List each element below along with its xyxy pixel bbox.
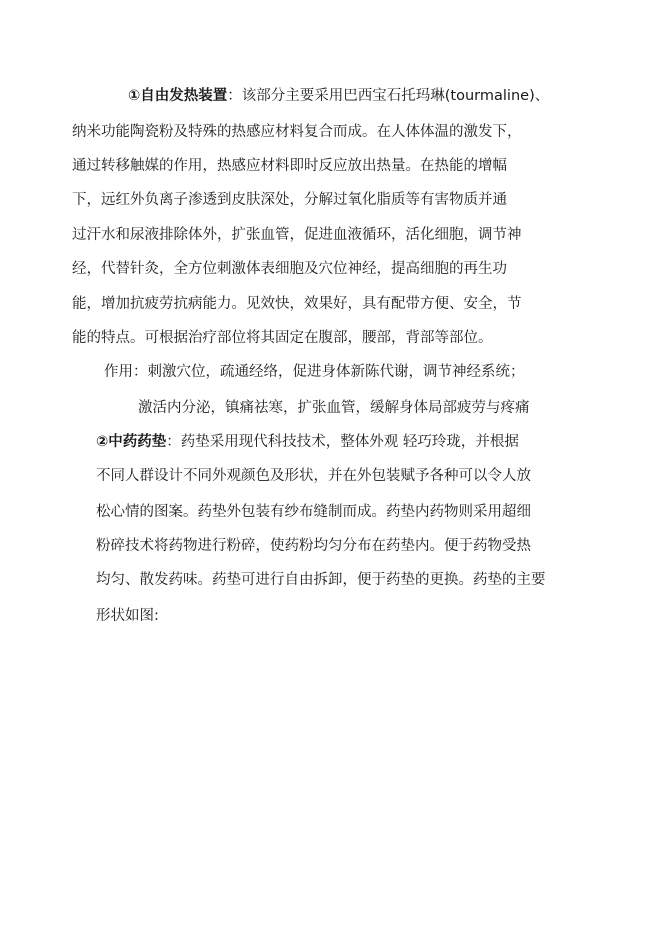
section2-line-4: 粉碎技术将药物进行粉碎，使药粉均匀分布在药垫内。便于药物受热 bbox=[96, 538, 531, 554]
effect-line-1: 作用：刺激穴位，疏通经络，促进身体新陈代谢，调节神经系统； bbox=[104, 364, 525, 380]
section2-heading: ②中药药垫 bbox=[96, 434, 167, 450]
section2-line-2: 不同人群设计不同外观颜色及形状，并在外包装赋予各种可以令人放 bbox=[96, 468, 531, 484]
section1-line-3: 通过转移触媒的作用，热感应材料即时反应放出热量。在热能的增幅 bbox=[72, 158, 507, 174]
section2-line-1: ：药垫采用现代科技技术，整体外观 轻巧玲珑，并根据 bbox=[166, 434, 519, 450]
section1-line-4: 下，远红外负离子渗透到皮肤深处，分解过氧化脂质等有害物质并通 bbox=[72, 192, 507, 208]
section1-first-line bbox=[128, 86, 549, 106]
effect-line-2: 激活内分泌，镇痛祛寒，扩张血管，缓解身体局部疲劳与疼痛 bbox=[138, 400, 530, 416]
section1-line-2: 纳米功能陶瓷粉及特殊的热感应材料复合而成。在人体体温的激发下， bbox=[72, 124, 522, 140]
section2-first-line bbox=[96, 432, 519, 452]
section1-line-8: 能的特点。可根据治疗部位将其固定在腹部，腰部，背部等部位。 bbox=[72, 330, 493, 346]
section2-line-6: 形状如图: bbox=[96, 608, 159, 624]
section2-line-3: 松心情的图案。药垫外包装有纱布缝制而成。药垫内药物则采用超细 bbox=[96, 504, 531, 520]
section1-line-1: ：该部分主要采用巴西宝石托玛琳(tourmaline)、 bbox=[227, 88, 550, 104]
section1-line-5: 过汗水和尿液排除体外，扩张血管，促进血液循环，活化细胞，调节神 bbox=[72, 227, 522, 243]
section1-line-6: 经，代替针灸，全方位刺激体表细胞及穴位神经，提高细胞的再生功 bbox=[72, 261, 507, 277]
section2-line-5: 均匀、散发药味。药垫可进行自由拆卸，便于药垫的更换。药垫的主要 bbox=[96, 572, 546, 588]
section1-heading: ①自由发热装置 bbox=[128, 88, 228, 104]
section1-line-7: 能，增加抗疲劳抗病能力。见效快，效果好，具有配带方便、安全，节 bbox=[72, 296, 522, 312]
